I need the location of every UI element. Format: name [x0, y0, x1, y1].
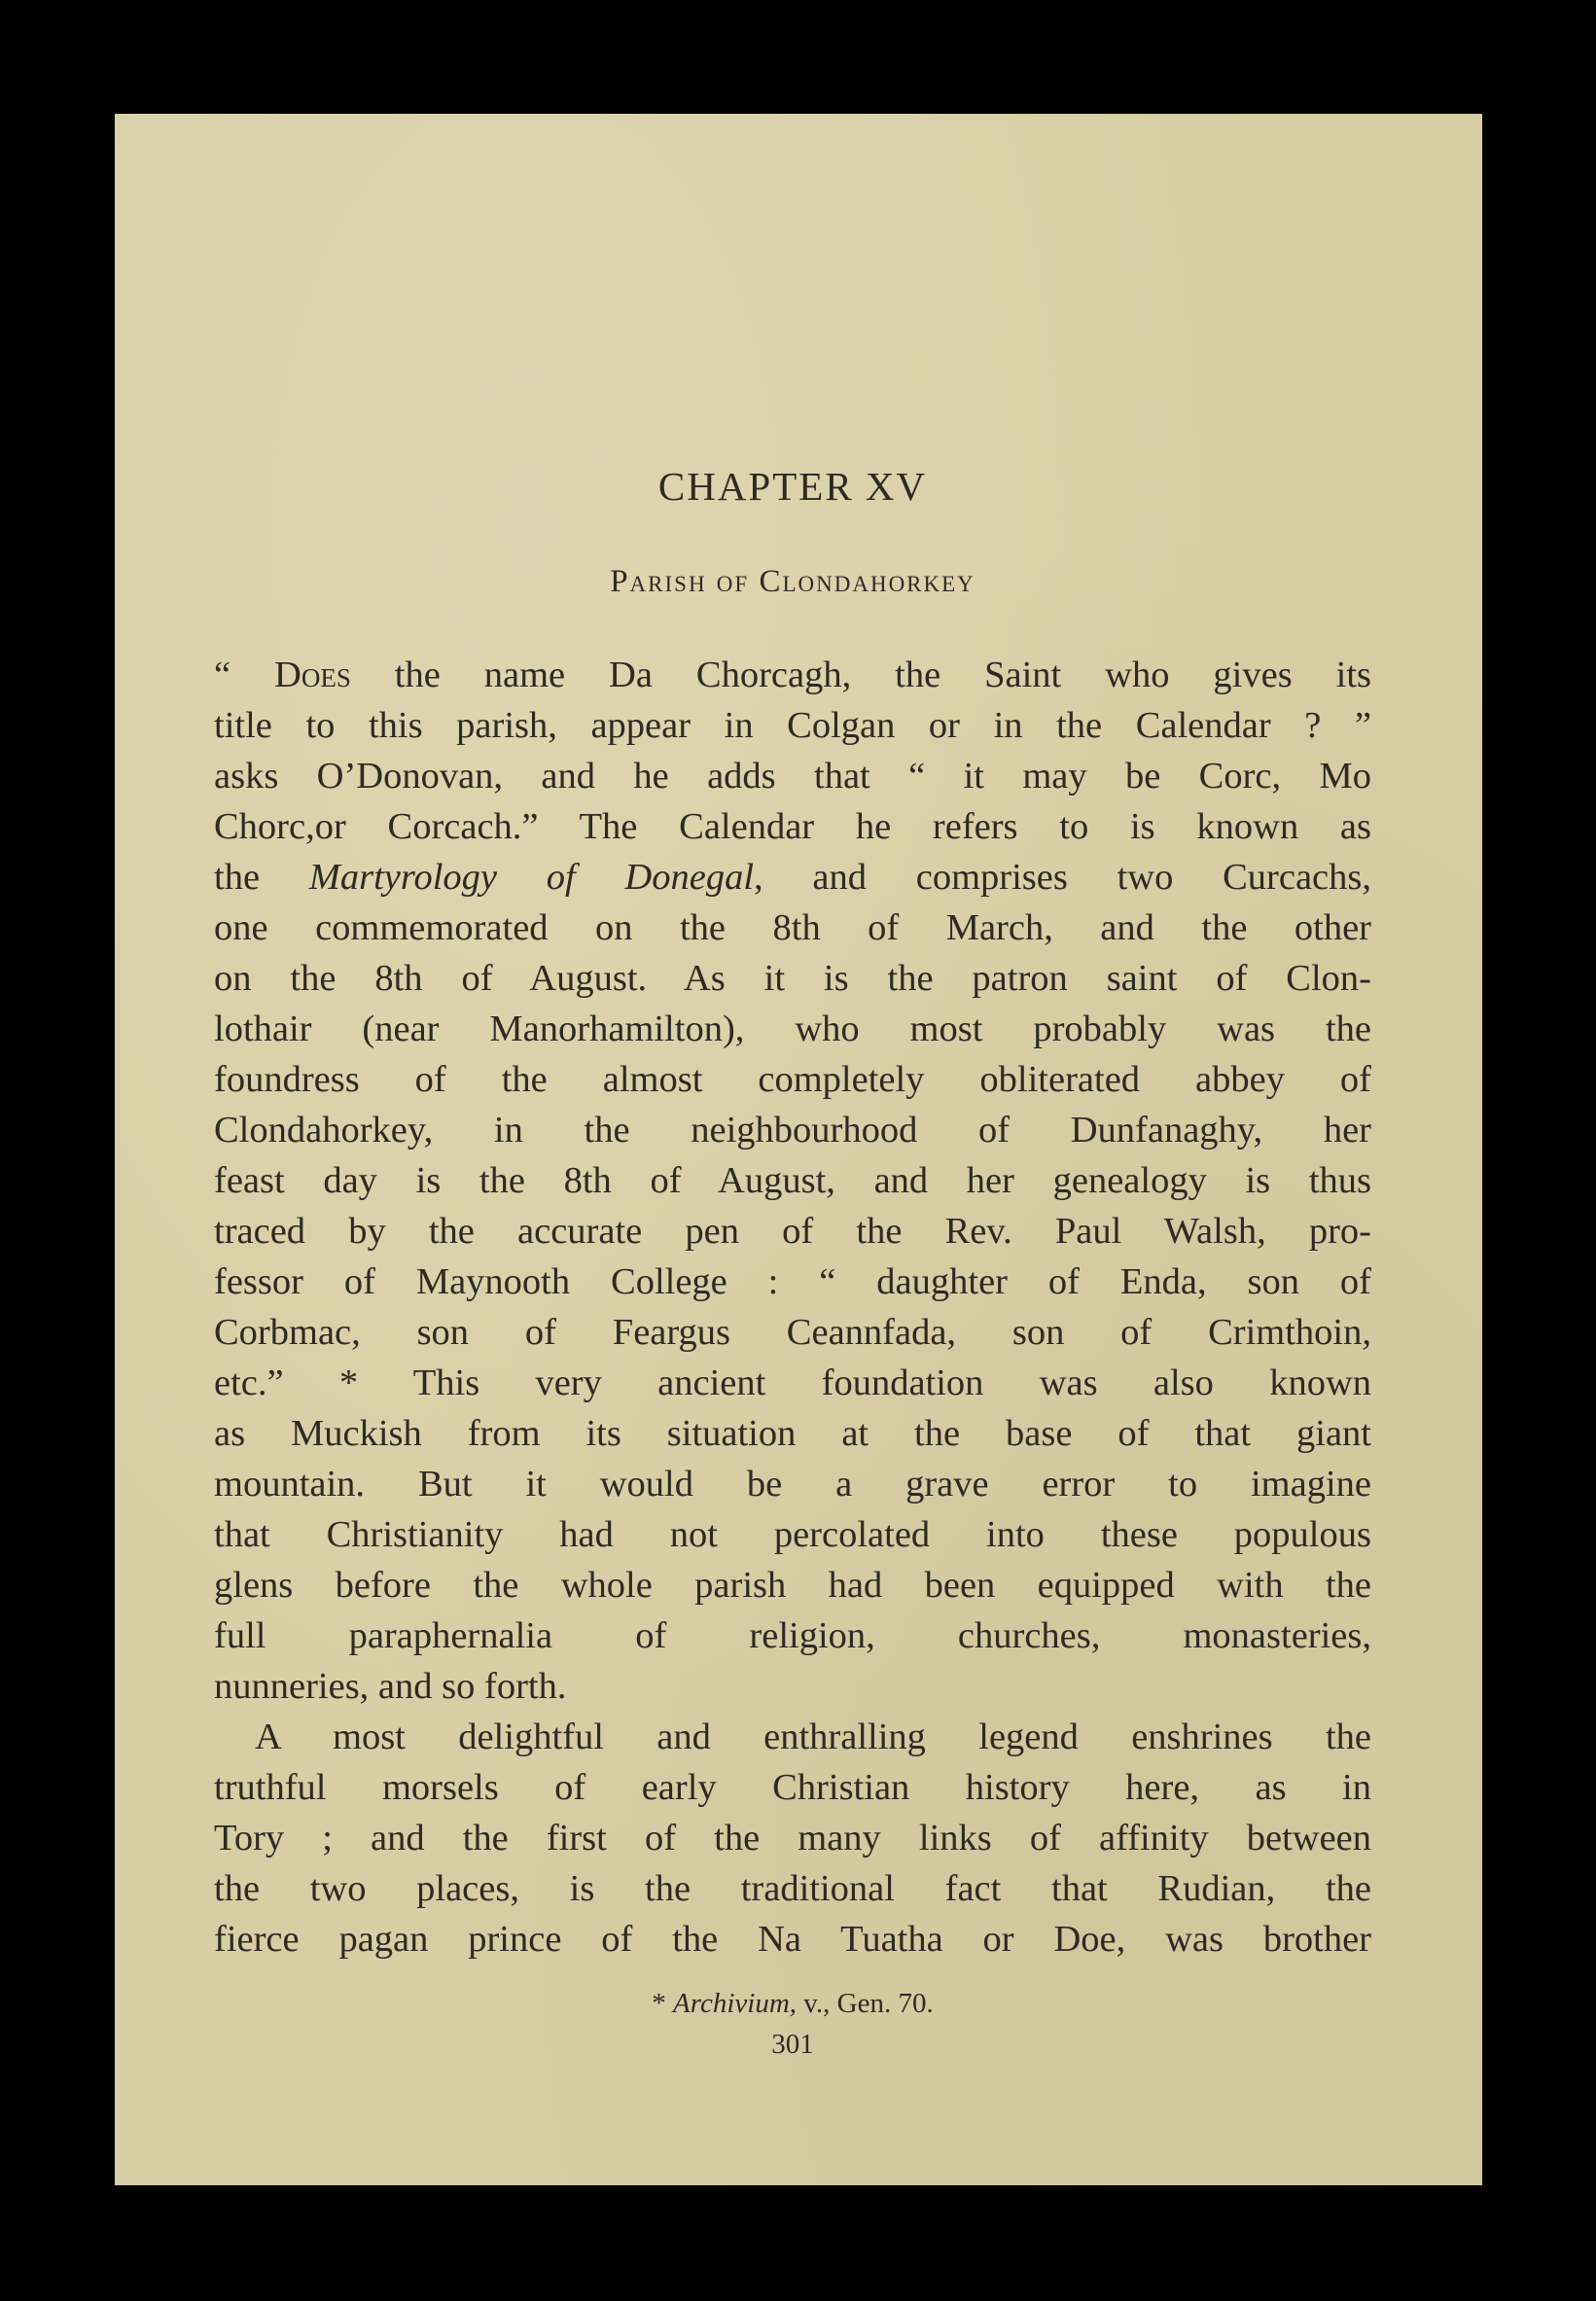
opening-word: Does [274, 655, 351, 695]
text-line: truthful morsels of early Christian history here, as in [214, 1767, 1371, 1808]
text-line: fessor of Maynooth College : “ daughter of Enda, son of [214, 1261, 1371, 1302]
text-line: one commemorated on the 8th of March, and the other [214, 907, 1371, 948]
text-line: asks O’Donovan, and he adds that “ it may be Corc, Mo [214, 756, 1371, 796]
footnote [214, 1982, 1371, 2025]
text-line: that Christianity had not percolated into these populous [214, 1514, 1371, 1555]
text-line: foundress of the almost completely obliterated abbey of [214, 1059, 1371, 1100]
page-text-block [214, 457, 1371, 2064]
text-line: glens before the whole parish had been equipped with the [214, 1565, 1371, 1606]
footnote-reference: v., Gen. 70. [797, 1988, 934, 2019]
text-line: title to this parish, appear in Colgan or in the Calendar ? ” [214, 705, 1371, 746]
text-line: “ Does the name Da Chorcagh, the Saint who gives its [214, 655, 1371, 695]
page-number: 301 [771, 2029, 814, 2060]
book-title: Martyrology of Donegal [308, 857, 755, 898]
text-line: fierce pagan prince of the Na Tuatha or Doe, was brother [214, 1919, 1371, 1960]
text-line: feast day is the 8th of August, and her genealogy is thus [214, 1160, 1371, 1201]
book-page [115, 114, 1482, 2185]
text-line: traced by the accurate pen of the Rev. Paul Walsh, pro- [214, 1211, 1371, 1252]
paragraph-2 [214, 1712, 1371, 1965]
text-line: lothair (near Manorhamilton), who most probably was the [214, 1009, 1371, 1049]
text-line: full paraphernalia of religion, churches, monasteries, [214, 1615, 1371, 1656]
chapter-title: CHAPTER XV [657, 464, 928, 509]
footnote-marker: * [652, 1988, 674, 2019]
text-line: Tory ; and the first of the many links of affinity between [214, 1818, 1371, 1858]
section-title: Parish of Clondahorkey [610, 564, 975, 599]
text-line: Corbmac, son of Feargus Ceannfada, son of Crimthoin, [214, 1312, 1371, 1353]
text-line: the two places, is the traditional fact that Rudian, the [214, 1868, 1371, 1909]
text-line: A most delightful and enthralling legend enshrines the [255, 1717, 1371, 1757]
text-line: the Martyrology of Donegal, and comprises two Curcachs, [214, 857, 1371, 898]
text-line: mountain. But it would be a grave error to imagine [214, 1464, 1371, 1504]
text-line: etc.” * This very ancient foundation was also known [214, 1363, 1371, 1403]
text-line: on the 8th of August. As it is the patron saint of Clon- [214, 958, 1371, 999]
paragraph-1 [214, 650, 1371, 1712]
text-line: Clondahorkey, in the neighbourhood of Dunfanaghy, her [214, 1110, 1371, 1150]
text-line: nunneries, and so forth. [214, 1666, 567, 1707]
footnote-source: Archivium, [673, 1988, 798, 2019]
text-line: as Muckish from its situation at the base of that giant [214, 1413, 1371, 1454]
text-line: Chorc,or Corcach.” The Calendar he refers to is known as [214, 806, 1371, 847]
